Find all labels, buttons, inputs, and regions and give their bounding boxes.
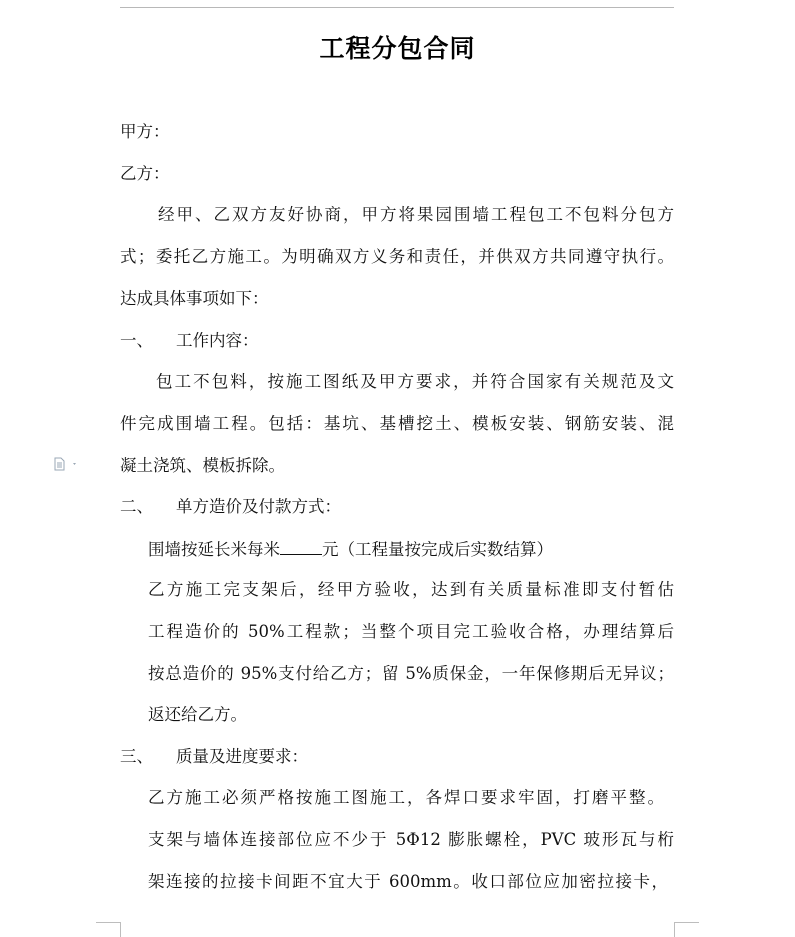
- document-options-icon[interactable]: [53, 456, 79, 470]
- section-3-line-1: 乙方施工必须严格按施工图施工，各焊口要求牢固，打磨平整。: [148, 788, 664, 807]
- section-3-line-3: 架连接的拉接卡间距不宜大于 600mm。收口部位应加密拉接卡，: [148, 872, 668, 891]
- intro-line-2: 式；委托乙方施工。为明确双方义务和责任，并供双方共同遵守执行。: [120, 247, 674, 266]
- section-3-title: 质量及进度要求：: [176, 747, 308, 766]
- price-blank: [280, 538, 322, 555]
- section-2-price-line: [148, 538, 553, 561]
- section-1-number: 一、: [120, 331, 153, 350]
- intro-line-1: 经甲、乙双方友好协商，甲方将果园围墙工程包工不包料分包方: [158, 205, 674, 224]
- page-corner-mark-right: [674, 922, 699, 937]
- party-a-label: 甲方：: [120, 122, 170, 141]
- price-text-before: 围墙按延长米每米: [148, 540, 280, 559]
- price-text-after: 元（工程量按完成后实数结算）: [322, 540, 553, 559]
- section-3-number: 三、: [120, 747, 153, 766]
- header-text-fragment: [230, 0, 560, 3]
- section-2-number: 二、: [120, 497, 153, 516]
- section-1-title: 工作内容：: [176, 331, 259, 350]
- section-1-line-3: 凝土浇筑、模板拆除。: [120, 456, 285, 475]
- intro-line-3: 达成具体事项如下：: [120, 289, 269, 308]
- section-2-line-2: 工程造价的 50%工程款；当整个项目完工验收合格，办理结算后: [148, 622, 674, 641]
- section-2-title: 单方造价及付款方式：: [176, 497, 341, 516]
- section-2-line-4: 返还给乙方。: [148, 705, 247, 724]
- document-title: 工程分包合同: [319, 34, 476, 63]
- section-1-line-2: 件完成围墙工程。包括：基坑、基槽挖土、模板安装、钢筋安装、混: [120, 414, 674, 433]
- section-2-line-3: 按总造价的 95%支付给乙方；留 5%质保金，一年保修期后无异议；: [148, 664, 674, 683]
- section-2-line-1: 乙方施工完支架后，经甲方验收，达到有关质量标准即支付暂估: [148, 580, 674, 599]
- section-3-line-2: 支架与墙体连接部位应不少于 5Φ12 膨胀螺栓，PVC 玻形瓦与桁: [148, 830, 674, 849]
- page-corner-mark-left: [96, 922, 121, 937]
- header-rule: [120, 7, 674, 8]
- party-b-label: 乙方：: [120, 164, 170, 183]
- section-1-line-1: 包工不包料，按施工图纸及甲方要求，并符合国家有关规范及文: [156, 372, 674, 391]
